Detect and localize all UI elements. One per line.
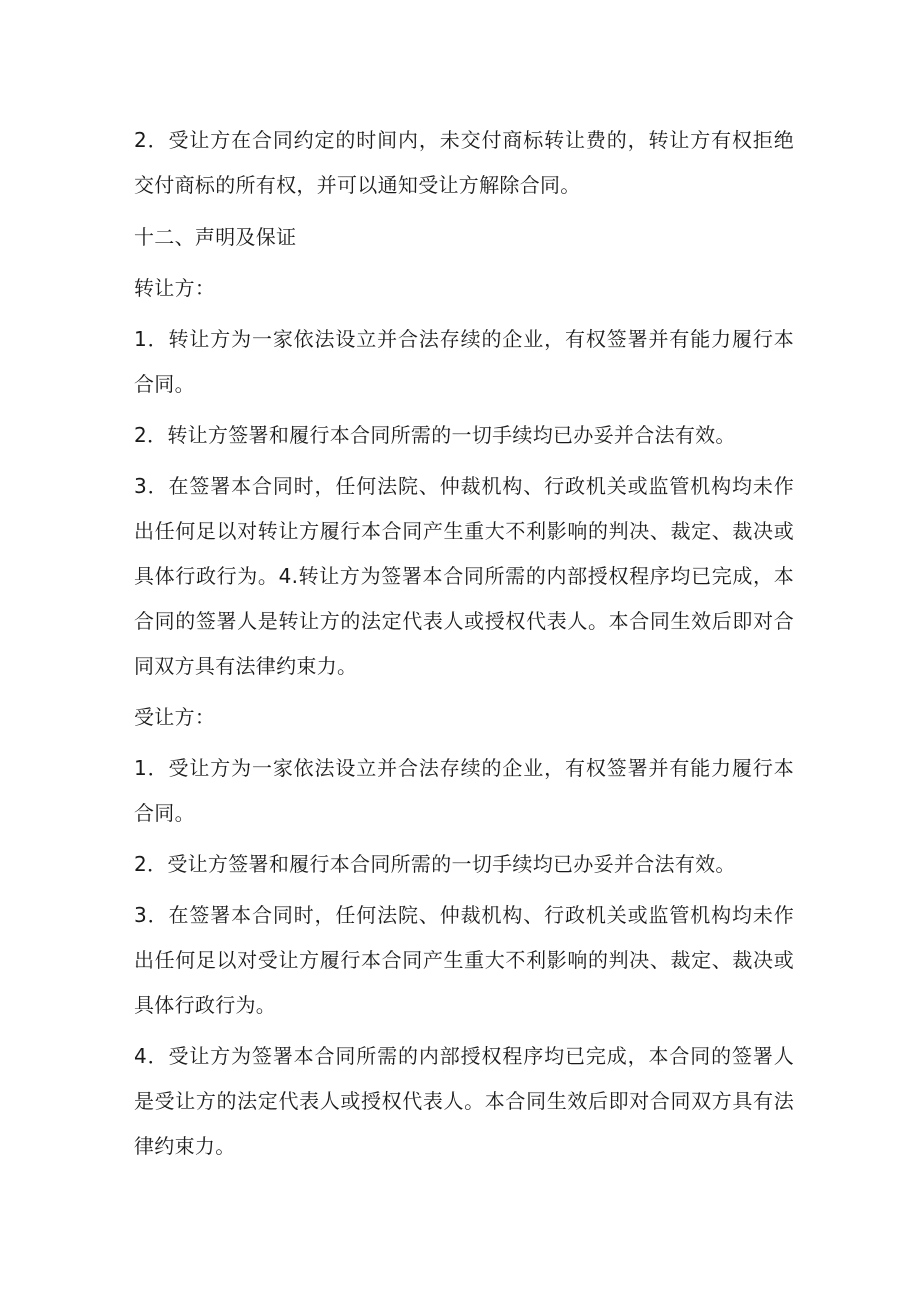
subheading-transferee: 受让方： xyxy=(134,705,216,729)
transferee-clause-2: 2．受让方签署和履行本合同所需的一切手续均已办妥并合法有效。 xyxy=(134,852,736,876)
paragraph-payment-default: 2．受让方在合同约定的时间内，未交付商标转让费的，转让方有权拒绝交付商标的所有权，并可以通知受让方解除合同。 xyxy=(134,128,794,197)
transferee-clause-4: 4．受让方为签署本合同所需的内部授权程序均已完成，本合同的签署人是受让方的法定代表人或授权代表人。本合同生效后即对合同双方具有法律约束力。 xyxy=(134,1044,794,1158)
subheading-transferor: 转让方： xyxy=(134,276,216,300)
transferee-clause-3: 3．在签署本合同时，任何法院、仲裁机构、行政机关或监管机构均未作出任何足以对受让方履行本合同产生重大不利影响的判决、裁定、裁决或具体行政行为。 xyxy=(134,903,794,1017)
section-heading-declarations: 十二、声明及保证 xyxy=(134,225,297,249)
transferee-clause-1: 1．受让方为一家依法设立并合法存续的企业，有权签署并有能力履行本合同。 xyxy=(134,756,794,825)
transferor-clause-1: 1．转让方为一家依法设立并合法存续的企业，有权签署并有能力履行本合同。 xyxy=(134,327,794,396)
transferor-clause-3-4: 3．在签署本合同时，任何法院、仲裁机构、行政机关或监管机构均未作出任何足以对转让方履行本合同产生重大不利影响的判决、裁定、裁决或具体行政行为。4.转让方为签署本合同所需的内部授权程序均已完成，本合同的签署人是转让方的法定代表人或授权代表人。本合同生效后即对合同双方具有法律约束力。 xyxy=(134,474,794,678)
transferor-clause-2: 2．转让方签署和履行本合同所需的一切手续均已办妥并合法有效。 xyxy=(134,423,736,447)
